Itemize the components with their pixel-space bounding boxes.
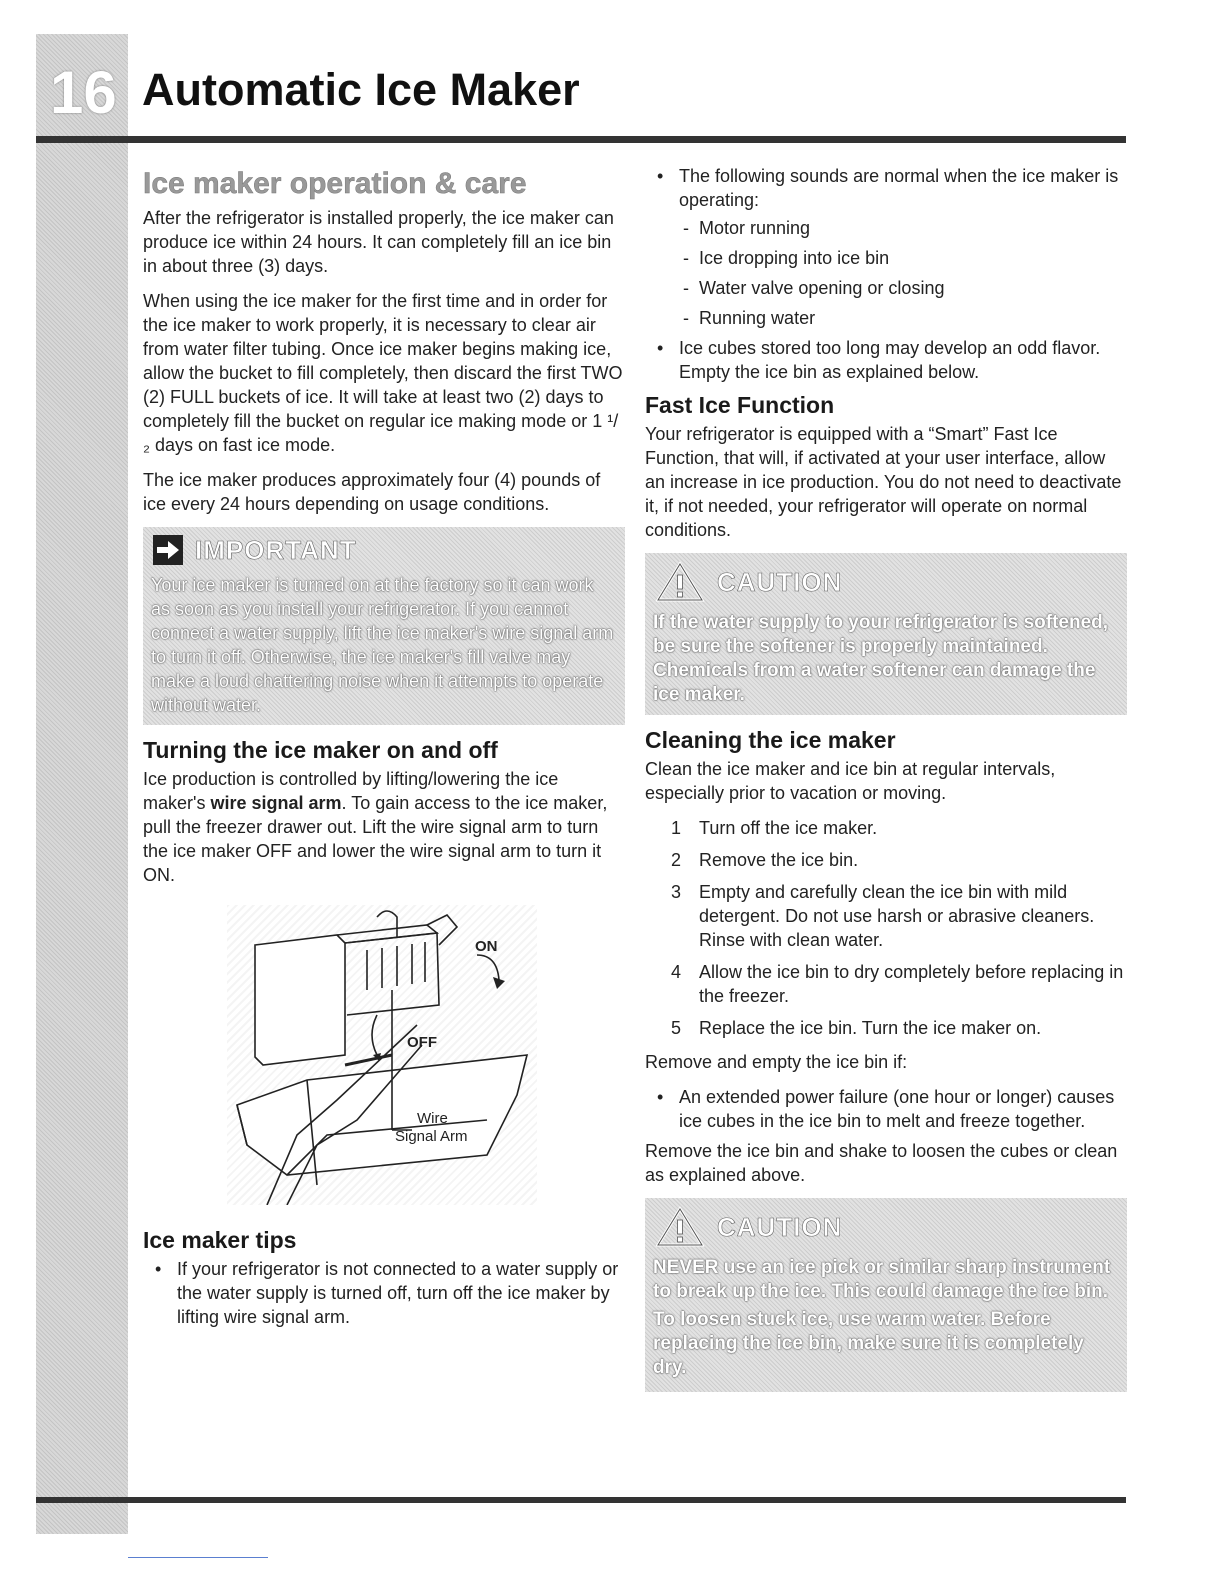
off-label: OFF [407, 1034, 437, 1051]
turning-paragraph: Ice production is controlled by lifting/lowering the ice maker's wire signal arm. To gain access to the ice maker, pull the freezer drawer out. Lift the wire signal arm to turn the ice maker OFF and lower the wire signal arm to turn it ON. [143, 769, 608, 885]
list-item: 2 Remove the ice bin. [671, 850, 859, 870]
arrow-icon [153, 535, 183, 565]
caution-box-softener [645, 553, 1127, 715]
caution-text: If the water supply to your refrigerator is softened, be sure the softener is properly maintained. Chemicals from a water softener can damage the ice maker. [653, 612, 1109, 705]
list-item: • The following sounds are normal when the ice maker is operating: - Motor running - Ice dropping into ice bin - Water valve opening or closing - Running water [679, 164, 1127, 330]
list-item: • Ice cubes stored too long may develop an odd flavor. Empty the ice bin as explained below. [679, 336, 1127, 384]
list-item: 5 Replace the ice bin. Turn the ice maker on. [671, 1018, 1042, 1038]
ice-maker-illustration [227, 905, 537, 1205]
list-item: 3 Empty and carefully clean the ice bin with mild detergent. Do not use harsh or abrasive cleaners. Rinse with clean water. [671, 882, 1095, 950]
list-item: 1 Turn off the ice maker. [671, 818, 878, 838]
footer-line [128, 1557, 268, 1558]
important-text: Your ice maker is turned on at the factory so it can work as soon as you install your refrigerator. If you cannot connect a water supply, lift the ice maker's wire signal arm to turn it off. Otherwise, the ice maker's fill valve may make a loud chattering noise when it attempts to operate without water. [151, 575, 614, 715]
list-item: - Motor running [699, 216, 1127, 240]
caution-header [645, 553, 1127, 607]
ice-maker-drawing [227, 905, 537, 1205]
caution-title: CAUTION [717, 1212, 843, 1242]
on-label: ON [475, 938, 498, 955]
fast-ice-heading: Fast Ice Function [645, 392, 835, 418]
caution-box-ice-pick [645, 1198, 1127, 1392]
page-title: Automatic Ice Maker [142, 64, 580, 115]
signal-arm-label: Signal Arm [395, 1128, 468, 1145]
page-number: 16 [50, 59, 117, 126]
section-title: Ice maker operation & care [143, 167, 527, 200]
list-item: - Water valve opening or closing [699, 276, 1127, 300]
side-strip [36, 34, 128, 1534]
caution-text: NEVER use an ice pick or similar sharp instrument to break up the ice. This could damage the ice bin. To loosen stuck ice, use warm water. Before replacing the ice bin, make sure it is completely dry. [653, 1257, 1111, 1378]
right-column [645, 164, 1127, 1402]
warning-icon [655, 1206, 705, 1248]
list-item: • An extended power failure (one hour or longer) causes ice cubes in the ice bin to melt and freeze together. [679, 1085, 1127, 1133]
production-paragraph: The ice maker produces approximately four (4) pounds of ice every 24 hours depending on usage conditions. [143, 470, 601, 514]
tips-heading: Ice maker tips [143, 1227, 297, 1253]
important-title: IMPORTANT [195, 535, 357, 565]
important-header [143, 527, 625, 569]
important-box [143, 527, 625, 725]
sounds-sublist [679, 216, 1127, 330]
shake-paragraph: Remove the ice bin and shake to loosen the cubes or clean as explained above. [645, 1141, 1118, 1185]
warning-icon [655, 561, 705, 603]
list-item: 4 Allow the ice bin to dry completely before replacing in the freezer. [671, 962, 1124, 1006]
sounds-list [645, 164, 1127, 384]
cleaning-heading: Cleaning the ice maker [645, 727, 896, 753]
fast-ice-paragraph: Your refrigerator is equipped with a “Smart” Fast Ice Function, that will, if activated at your user interface, allow an increase in ice production. You do not need to deactivate it, if not needed, your refrigerator will operate on normal conditions. [645, 424, 1122, 540]
list-item: • If your refrigerator is not connected to a water supply or the water supply is turned off, turn off the ice maker by lifting wire signal arm. [177, 1257, 625, 1329]
bottom-rule [36, 1497, 1126, 1503]
left-column [143, 164, 625, 1335]
first-use-paragraph: When using the ice maker for the first time and in order for the ice maker to work properly, it is necessary to clear air from water filter tubing. Once ice maker begins making ice, allow the bucket to fill completely, then discard the first TWO (2) FULL buckets of ice. It will take at least two (2) days to completely fill the bucket on regular ice making mode or 1 ¹/₂ days on fast ice mode. [143, 291, 623, 455]
list-item: - Ice dropping into ice bin [699, 246, 1127, 270]
wire-label: Wire [417, 1110, 448, 1127]
wire-signal-arm-term: wire signal arm [210, 793, 342, 813]
cleaning-intro: Clean the ice maker and ice bin at regular intervals, especially prior to vacation or moving. [645, 759, 1056, 803]
turning-heading: Turning the ice maker on and off [143, 737, 498, 763]
caution-title: CAUTION [717, 567, 843, 597]
caution-header [645, 1198, 1127, 1252]
top-rule [36, 136, 1126, 143]
list-item: - Running water [699, 306, 1127, 330]
remove-if-paragraph: Remove and empty the ice bin if: [645, 1052, 908, 1072]
tips-list [143, 1257, 625, 1329]
cleaning-steps [645, 816, 1127, 1040]
intro-paragraph: After the refrigerator is installed properly, the ice maker can produce ice within 24 hours. It can completely fill an ice bin in about three (3) days. [143, 208, 614, 276]
power-failure-list [645, 1085, 1127, 1133]
